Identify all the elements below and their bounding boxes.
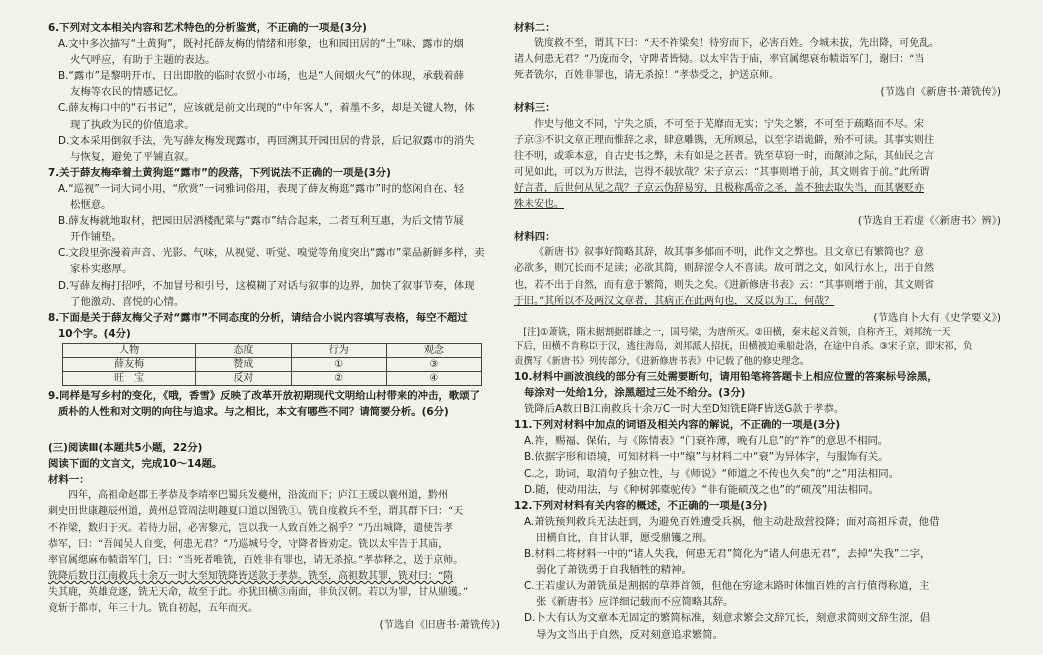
q6-option-b: B.“露市”是黎明开市、日出即散的临时农贸小市场，也是“人间烟火气”的体现，承载着薛 [58, 70, 465, 83]
q11-option-b: B.依据字形和语境，可知材料一中“缞”与材料二中“衰”为异体字，与服饰有关。 [524, 451, 889, 464]
q7-option-d-cont: 了他激动、喜悦的心情。 [70, 295, 185, 308]
note-line: 责撰写《新唐书》列传部分，《进新修唐书表》中记载了他的修史理念。 [514, 355, 810, 367]
q7-option-b-cont: 开作铺垫。 [70, 231, 122, 244]
material-1-line: 率官属缌麻布帻诣军门，曰：“当死者唯铣，百姓非有罪也，请无杀掠。”孝恭释之，送于京师。 [48, 554, 464, 566]
q11-stem: 11.下列对材料中加点的词语及相关内容的解说，不正确的一项是(3分) [514, 419, 841, 432]
table-cell: ④ [386, 371, 481, 385]
table-cell: ③ [386, 357, 481, 371]
q12-option-b: B.材料二将材料一中的“诸人失我，何患无君”简化为“诸人何患无君”，去掉“失我”二字， [524, 548, 931, 561]
material-4 [514, 229, 1009, 326]
material-4-line: 《新唐书》叙事好简略其辞，故其事多郁而不明，此作文之弊也。且文章已有繁简也？意 [534, 247, 924, 259]
q6-option-a: A.文中多次描写“土黄狗”，既衬托薛友梅的情绪和形象，也和园田居的“土”味、露市的烟 [58, 38, 464, 51]
material-3-title: 材料三： [514, 102, 556, 115]
material-1-line: 恭军，曰：“吾闻吴人自变，何患无君？”乃巡城号令，守降者皆劝定。铣以太牢告于其庙， [48, 538, 449, 550]
q8-th-attitude: 态度 [196, 343, 291, 357]
q7-option-a: A.“巡视”一词大词小用，“欣赏”一词雅词俗用，表现了薛友梅逛“露市”时的悠闲自在、轻 [58, 182, 465, 195]
annotation-notes [514, 326, 1009, 369]
question-12 [514, 498, 1009, 643]
section-3 [48, 440, 508, 633]
material-4-source: (节选自卜大有《史学要义》) [873, 311, 1001, 324]
q11-option-c: C.之，助词，取消句子独立性，与《师说》“师道之不传也久矣”的“之”用法相同。 [524, 467, 899, 480]
q6-option-b-cont: 友梅等农民的情感记忆。 [70, 86, 185, 99]
table-cell: ① [291, 357, 386, 371]
note-line: [注]①萧铣，隋末据割据群雄之一，国号梁，为唐所灭。②田横，秦末起义首领，自称齐王，刘邦统一天 [523, 326, 951, 338]
q7-stem: 7.关于薛友梅牵着土黄狗逛“露市”的段落，下列说法不正确的一项是(3分) [48, 166, 391, 179]
q10-stem: 10.材料中画波浪线的部分有三处需要断句，请用铅笔将答题卡上相应位置的答案标号涂黑， [514, 371, 938, 383]
q8-table [62, 343, 482, 386]
q12-option-c-cont: 张《新唐书》应详细记载而不应简略其辞。 [536, 596, 734, 609]
q6-option-a-cont: 火气呼应，有助于主题的表达。 [70, 54, 216, 67]
question-7 [48, 165, 508, 310]
q10-sentence: 铣降后A数日B江南救兵十余万C一时大至D知铣E降F皆送G款于孝恭。 [524, 403, 845, 416]
q7-option-c-cont: 家朴实憨厚。 [70, 263, 133, 276]
q12-option-d-cont: 导为文当出于自然，反对刻意追求繁简。 [536, 628, 724, 641]
q6-option-c: C.薛友梅口中的“石书记”，应该就是前文出现的“中年客人”，着墨不多，却是关键人物，体 [58, 102, 475, 115]
q9-stem: 9.同样是写乡村的变化，《哦，香雪》反映了改革开放初期现代文明给山村带来的冲击，歌颂了 [48, 389, 480, 402]
q11-option-a: A.祚，赐福、保佑，与《陈情表》“门衰祚薄，晚有儿息”的“祚”的意思不相同。 [524, 435, 889, 448]
q12-option-d: D.卜大有认为文章本无固定的繁简标准，刻意求繁会文辞冗长，刻意求简则文辞生涩，倡 [524, 612, 931, 625]
q8-table-header [63, 343, 482, 357]
section-3-title: (三)阅读Ⅲ(本题共5小题，22分) [48, 442, 203, 455]
material-2-line: 死者铣尔，百姓非罪也，请无杀掠！”孝恭受之，护送京师。 [514, 70, 780, 82]
q8-th-action: 行为 [291, 343, 386, 357]
material-1-source: (节选自《旧唐书·萧铣传》) [379, 619, 500, 632]
q6-stem: 6.下列对文本相关内容和艺术特色的分析鉴赏，不正确的一项是(3分) [48, 22, 367, 34]
q7-option-c: C.文段里弥漫着声音、光影、气味，从视觉、听觉、嗅觉等角度突出“露市”菜品新鲜多样，卖 [58, 247, 485, 260]
section-3-instruction: 阅读下面的文言文，完成10～14题。 [48, 458, 223, 471]
material-2 [514, 20, 1009, 100]
q9-stem-cont: 质朴的人性和对文明的向往与追求。与之相比，本文有哪些不同？请简要分析。(6分) [58, 405, 449, 418]
table-cell: 薛友梅 [63, 357, 196, 371]
material-1-line: 刺史田世康趣辰州道，黄州总管周法明趣夏口道以图铣①。铣自度救兵不至，谓其群下曰：“天 [48, 506, 464, 518]
q8-stem: 8.下面是关于薛友梅父子对“露市”不同态度的分析，请结合小说内容填写表格，每空不超过 [48, 311, 468, 324]
material-4-title: 材料四： [514, 231, 556, 244]
q12-stem: 12.下列对材料有关内容的概述，不正确的一项是(3分) [514, 499, 768, 512]
q10-stem-cont: 每涂对一处给1分，涂黑超过三处不给分。(3分) [524, 387, 746, 400]
material-3 [514, 100, 1009, 229]
q8-th-person: 人物 [63, 343, 196, 357]
table-cell: ② [291, 371, 386, 385]
material-3-source: (节选自王若虚《〈新唐书〉辨》) [857, 215, 1001, 228]
table-cell: 赞成 [196, 357, 291, 371]
material-4-line: 也，若不出于自然，而有意于繁简，则失之矣。《进新修唐书表》云：“其事则增于前，其文则省 [514, 279, 935, 291]
material-4-line: 必欲多，则冗长而不足读；必欲其简，则辞涩令人不喜读。故可谓之文，如风行水上，出于自然 [514, 263, 934, 275]
q7-option-a-cont: 松惬意。 [70, 199, 112, 212]
material-3-underlined-line: 殊未安也。 [514, 199, 564, 211]
note-line: 下后，田横不肯称臣于汉，逃往海岛，刘邦派人招抚，田横被迫乘船赴洛，在途中自杀。③宋子京，即宋祁，负 [514, 341, 973, 353]
material-1-title: 材料一： [48, 474, 90, 487]
question-6 [48, 20, 508, 165]
table-cell: 旺 宝 [63, 371, 196, 385]
material-4-underlined-line: 于旧。”其所以不及两汉文章者，其病正在此两句也，又反以为工，何哉？ [514, 295, 835, 307]
table-cell: 反对 [196, 371, 291, 385]
q12-option-b-cont: 弱化了萧铣勇于自我牺牲的精神。 [536, 564, 692, 577]
material-2-source: (节选自《新唐书·萧铣传》) [880, 86, 1001, 99]
material-3-line: 可见如此，可以为万世法，岂得不载欤哉？宋子京云：“其事则增于前，其文则省于前。”此所谓 [514, 166, 930, 178]
material-2-line: 诸人何患无君？”乃庞而令，守陴者皆恸。以太牢告于庙，率官属缌衰布帻诣军门，谢曰：“当 [514, 54, 925, 66]
question-9 [48, 388, 508, 420]
q12-option-c: C.王若虚认为萧铣虽是割据的草莽首领，但他在穷途末路时体恤百姓的言行值得称道，主 [524, 580, 930, 593]
question-11 [514, 417, 1009, 497]
table-row [63, 371, 482, 385]
material-3-line: 子京③不识文章正理而惟辞之求，肆意雕镌，无所顾忌，以至字语诡僻，殆不可读。其事实则往 [514, 134, 934, 146]
q6-option-d-cont: 与恢复，避免了平铺直叙。 [70, 150, 195, 163]
q6-option-c-cont: 现了执政为民的价值追求。 [70, 118, 195, 131]
material-1-line: 竟斩于都市，年三十九。铣自初起，五年而灭。 [48, 603, 258, 614]
q7-option-b: B.薛友梅就地取材，把园田居酒楼配菜与“露市”结合起来，二者互利互惠，为后文情节展 [58, 215, 464, 228]
table-row [63, 357, 482, 371]
question-10 [514, 369, 1009, 417]
material-3-line: 作史与他文不同，宁失之质，不可至于芜靡而无实；宁失之繁，不可至于疏略而不尽。宋 [534, 118, 924, 130]
left-column [48, 20, 508, 633]
material-2-title: 材料二： [514, 22, 556, 34]
q11-option-d: D.随，使动用法，与《种树郭橐驼传》“非有能硕茂之也”的“硕茂”用法相同。 [524, 483, 879, 496]
material-1-line: 不祚梁，数归于灭。若待力屈，必害黎元，岂以我一人致百姓之祸乎？”乃出城降，遣使告孝 [48, 522, 454, 534]
material-1-line: 四年，高祖命赵郡王孝恭及李靖率巴蜀兵发夔州，沿流而下；庐江王瑗以襄州道，黔州 [68, 490, 448, 502]
material-3-underlined-line: 好言者，后世何从见之哉？子京云伪辞易穷，且极称禹帝之圣，盖不独去取失当，而其褒贬亦 [514, 182, 924, 194]
q8-stem-cont: 10个字。(4分) [58, 327, 131, 340]
material-3-line: 往不明，或乖本意，自古史书之弊，未有如是之甚者。铣至草窃一时，而颠沛之际，其仙民之言 [514, 150, 934, 162]
question-8 [48, 310, 508, 386]
q12-option-a: A.萧铣预判救兵无法赶到，为避免百姓遭受兵祸，他主动赴敌营投降；面对高祖斥责，他借 [524, 515, 940, 528]
material-1-wavy-line: 铣降后数日江南救兵十余万一时大至知铣降皆送款于孝恭。铣至，高祖数其罪，铣对曰：“隋 [48, 570, 454, 582]
q8-th-view: 观念 [386, 343, 481, 357]
right-column [514, 20, 1009, 643]
material-2-line: 铣度救不至，谓其下曰：“天不祚梁矣！待穷而下，必害百姓。今城未拔，先出降，可免乱。 [534, 38, 940, 50]
q12-option-a-cont: 田横自比，自甘认罪，愿受鼎镬之刑。 [536, 531, 713, 544]
q6-option-d: D.文本采用倒叙手法，先写薛友梅发现露市，再回溯其开园田居的背景，后记叙露市的消失 [58, 134, 475, 147]
material-1-line: 失其鹿，英雄竞逐，铣无天命，故至于此。亦犹田横③南面，非负汉朝。若以为罪，甘从鼎镬。” [48, 586, 469, 598]
q7-option-d: D.写薛友梅打招呼，不加冒号和引号，这模糊了对话与叙事的边界，加快了叙事节奏，体现 [58, 279, 475, 292]
